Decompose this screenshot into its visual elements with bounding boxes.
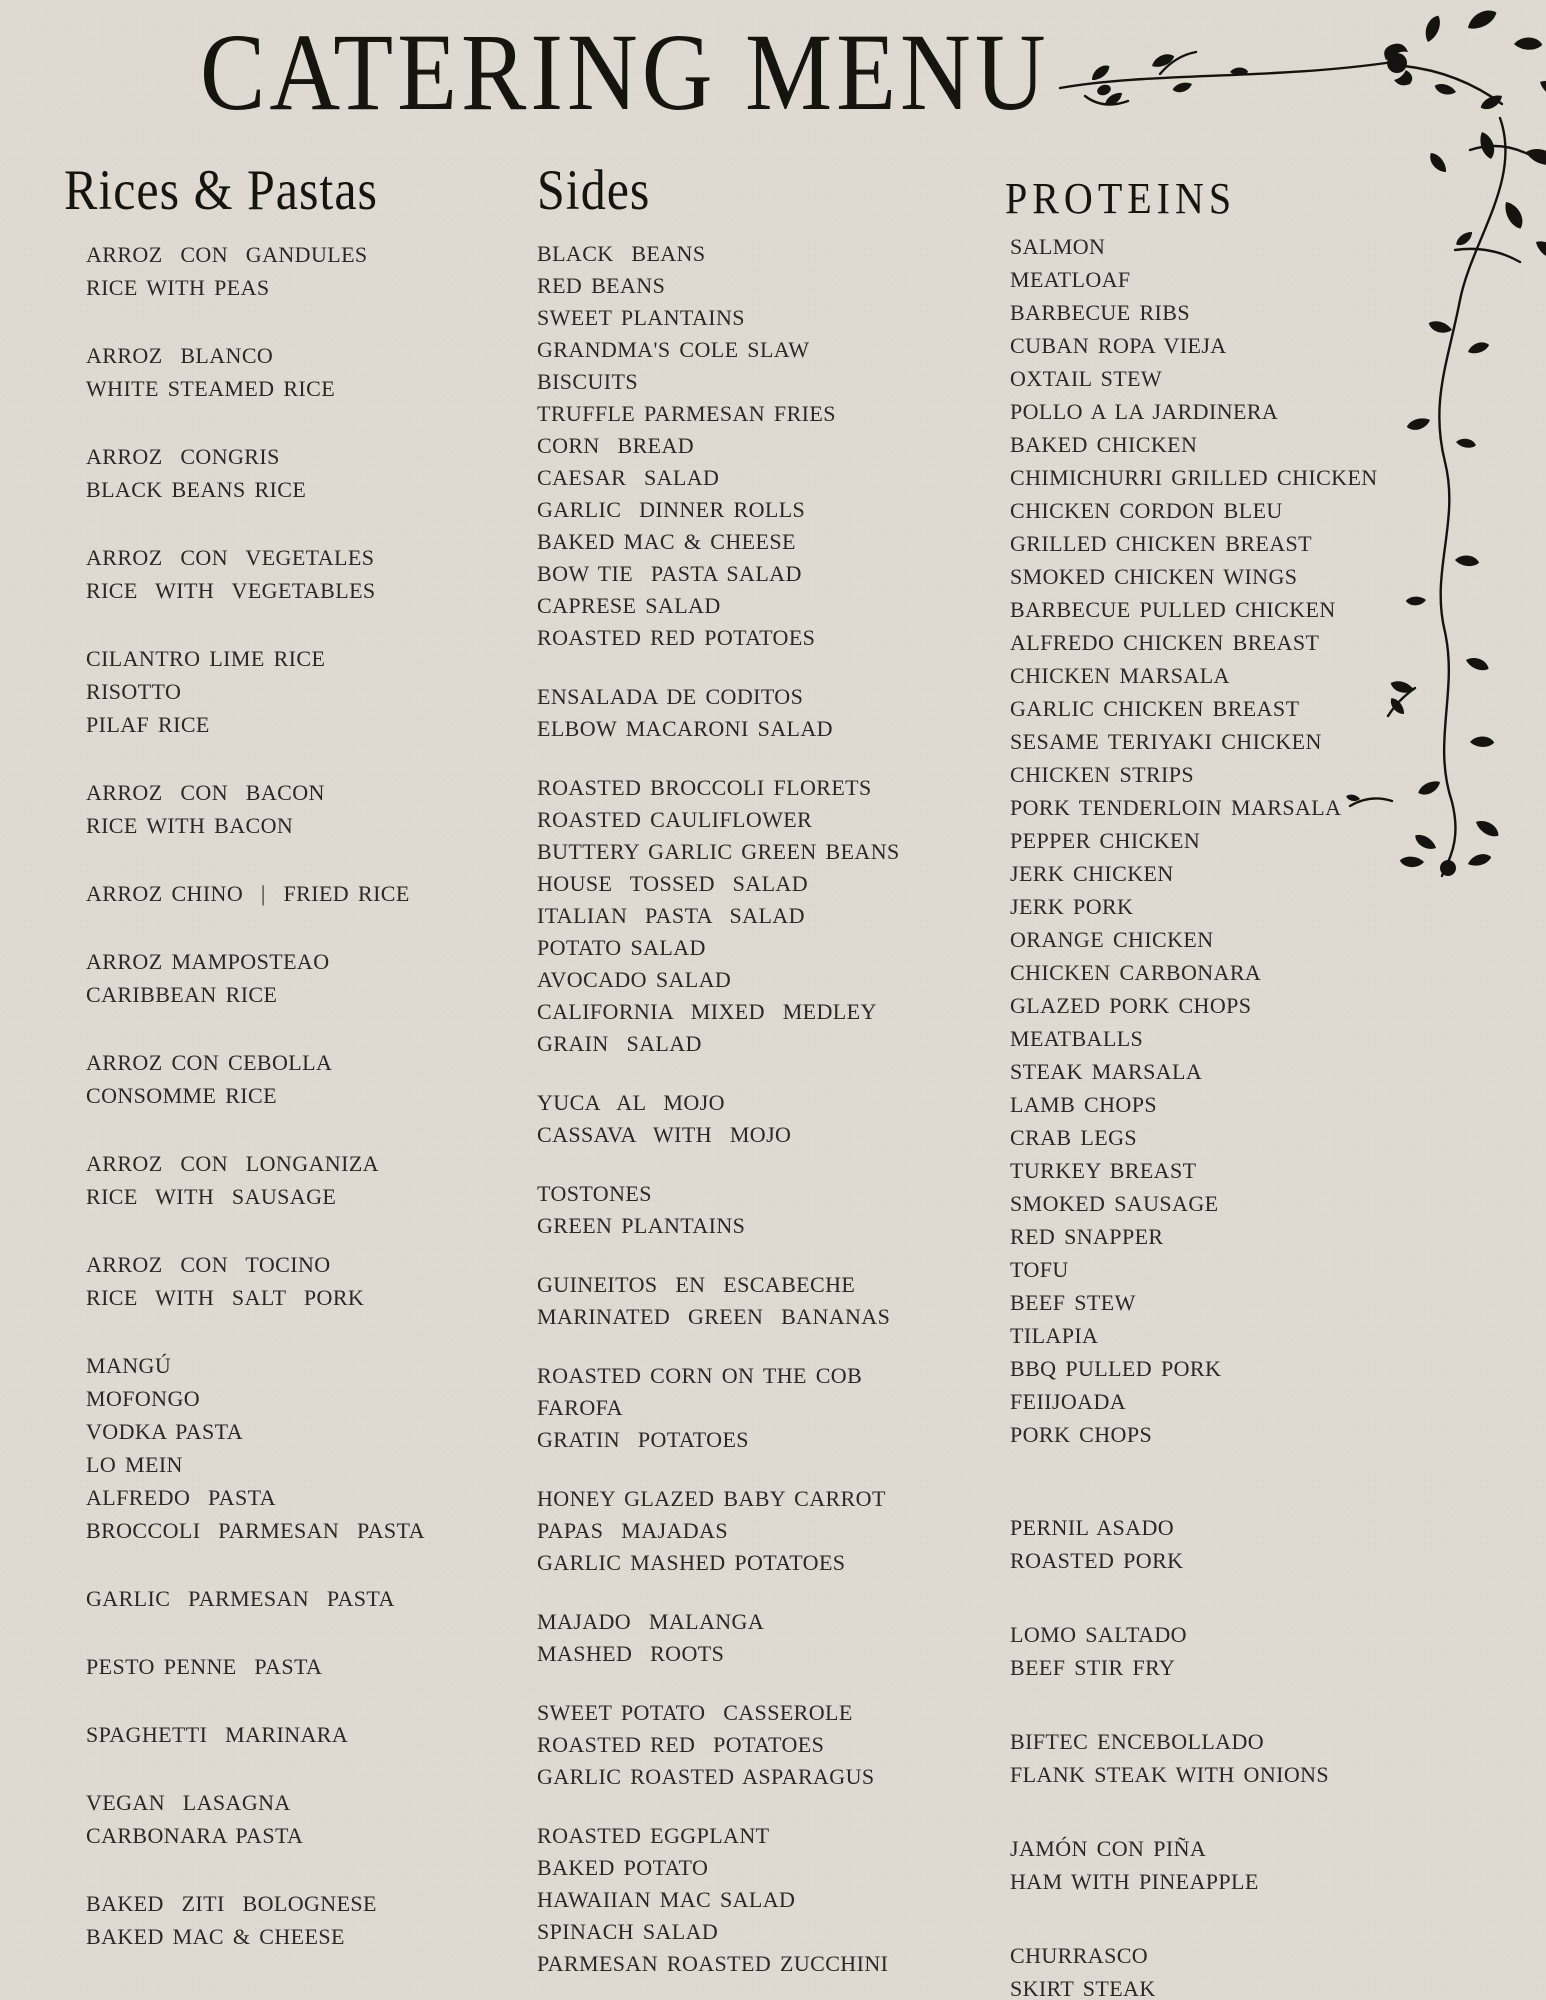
menu-item: BARBECUE PULLED CHICKEN (1010, 597, 1336, 622)
menu-column-sides (537, 157, 977, 1980)
menu-item-list (86, 238, 494, 1953)
menu-column-rices-pastas (64, 157, 494, 1953)
menu-item: BROCCOLI PARMESAN PASTA (86, 1518, 425, 1543)
menu-group (1010, 1725, 1485, 1791)
menu-item: GRAIN SALAD (537, 1031, 702, 1056)
menu-item: OXTAIL STEW (1010, 366, 1163, 391)
menu-group (86, 1718, 494, 1751)
menu-item: CAESAR SALAD (537, 465, 720, 490)
menu-item: RED BEANS (537, 273, 666, 298)
menu-item-list (537, 238, 977, 1980)
menu-item: CUBAN ROPA VIEJA (1010, 333, 1227, 358)
menu-item: ROASTED CAULIFLOWER (537, 807, 813, 832)
menu-group (86, 339, 494, 405)
menu-item: RICE WITH SAUSAGE (86, 1184, 337, 1209)
menu-item: PILAF RICE (86, 712, 210, 737)
menu-group (1010, 1511, 1485, 1577)
menu-item: BARBECUE RIBS (1010, 300, 1190, 325)
menu-item: ORANGE CHICKEN (1010, 927, 1214, 952)
menu-item: MARINATED GREEN BANANAS (537, 1304, 891, 1329)
menu-item: ROASTED EGGPLANT (537, 1823, 770, 1848)
menu-group (86, 1650, 494, 1683)
menu-item: BEEF STEW (1010, 1290, 1136, 1315)
menu-item: ALFREDO CHICKEN BREAST (1010, 630, 1320, 655)
menu-group (86, 1147, 494, 1213)
menu-group (537, 1087, 977, 1151)
menu-item: BAKED ZITI BOLOGNESE (86, 1891, 377, 1916)
menu-group (86, 1046, 494, 1112)
menu-item: AVOCADO SALAD (537, 967, 732, 992)
menu-group (86, 1349, 494, 1547)
menu-group (86, 945, 494, 1011)
menu-item: SMOKED CHICKEN WINGS (1010, 564, 1298, 589)
menu-item: GARLIC ROASTED ASPARAGUS (537, 1764, 875, 1789)
menu-item: ELBOW MACARONI SALAD (537, 716, 833, 741)
menu-item: CORN BREAD (537, 433, 695, 458)
menu-group (1010, 1939, 1485, 2000)
menu-item: TOFU (1010, 1257, 1069, 1282)
menu-item: LOMO SALTADO (1010, 1622, 1187, 1647)
menu-item: STEAK MARSALA (1010, 1059, 1203, 1084)
menu-group (537, 1360, 977, 1456)
menu-item: ROASTED PORK (1010, 1548, 1184, 1573)
menu-group (86, 440, 494, 506)
menu-item: BOW TIE PASTA SALAD (537, 561, 802, 586)
menu-item: VODKA PASTA (86, 1419, 244, 1444)
menu-item: VEGAN LASAGNA (86, 1790, 291, 1815)
menu-item: HONEY GLAZED BABY CARROT (537, 1486, 886, 1511)
menu-item: TRUFFLE PARMESAN FRIES (537, 401, 836, 426)
menu-group (86, 877, 494, 910)
menu-item: ROASTED RED POTATOES (537, 625, 816, 650)
menu-group (537, 1269, 977, 1333)
menu-item: ARROZ CONGRIS (86, 444, 280, 469)
menu-item: GRILLED CHICKEN BREAST (1010, 531, 1313, 556)
menu-item: CAPRESE SALAD (537, 593, 721, 618)
menu-group (86, 238, 494, 304)
menu-item: PERNIL ASADO (1010, 1515, 1175, 1540)
menu-item: GARLIC CHICKEN BREAST (1010, 696, 1300, 721)
menu-item: PAPAS MAJADAS (537, 1518, 728, 1543)
menu-item: MEATLOAF (1010, 267, 1131, 292)
menu-item: GARLIC MASHED POTATOES (537, 1550, 846, 1575)
menu-item: FAROFA (537, 1395, 623, 1420)
column-heading-sides: Sides (537, 157, 651, 222)
menu-item: BAKED MAC & CHEESE (537, 529, 796, 554)
menu-group (86, 776, 494, 842)
menu-item: ENSALADA DE CODITOS (537, 684, 804, 709)
menu-item: SWEET POTATO CASSEROLE (537, 1700, 853, 1725)
menu-item: GARLIC PARMESAN PASTA (86, 1586, 395, 1611)
menu-group (537, 238, 977, 654)
menu-item: CRAB LEGS (1010, 1125, 1138, 1150)
menu-item: CARBONARA PASTA (86, 1823, 304, 1848)
menu-item: BUTTERY GARLIC GREEN BEANS (537, 839, 900, 864)
menu-group (1010, 1618, 1485, 1684)
menu-item: ARROZ CON BACON (86, 780, 325, 805)
menu-item: CILANTRO LIME RICE (86, 646, 326, 671)
menu-item: CHICKEN STRIPS (1010, 762, 1195, 787)
menu-item: ARROZ CON CEBOLLA (86, 1050, 333, 1075)
menu-item: BIFTEC ENCEBOLLADO (1010, 1729, 1265, 1754)
menu-group (537, 1697, 977, 1793)
column-heading-proteins: PROTEINS (1005, 173, 1237, 223)
menu-item: SPAGHETTI MARINARA (86, 1722, 349, 1747)
menu-item: ITALIAN PASTA SALAD (537, 903, 805, 928)
menu-item: MAJADO MALANGA (537, 1609, 765, 1634)
column-heading-rices-pastas: Rices & Pastas (64, 157, 378, 222)
menu-item: SESAME TERIYAKI CHICKEN (1010, 729, 1322, 754)
menu-item: JAMÓN CON PIÑA (1010, 1836, 1207, 1861)
menu-item: ROASTED BROCCOLI FLORETS (537, 775, 872, 800)
menu-item-list (1010, 230, 1485, 2000)
menu-item: MOFONGO (86, 1386, 201, 1411)
menu-item: SALMON (1010, 234, 1106, 259)
menu-item: TILAPIA (1010, 1323, 1099, 1348)
menu-group (86, 1887, 494, 1953)
menu-item: SWEET PLANTAINS (537, 305, 745, 330)
menu-item: RICE WITH VEGETABLES (86, 578, 376, 603)
menu-item: SKIRT STEAK (1010, 1976, 1156, 2000)
menu-item: GRATIN POTATOES (537, 1427, 749, 1452)
menu-item: PORK CHOPS (1010, 1422, 1153, 1447)
menu-item: ARROZ BLANCO (86, 343, 274, 368)
menu-group (537, 1820, 977, 1980)
menu-item: ROASTED CORN ON THE COB (537, 1363, 863, 1388)
menu-item: POTATO SALAD (537, 935, 706, 960)
menu-group (1010, 1832, 1485, 1898)
menu-item: GRANDMA'S COLE SLAW (537, 337, 810, 362)
menu-item: RICE WITH PEAS (86, 275, 270, 300)
menu-item: CASSAVA WITH MOJO (537, 1122, 792, 1147)
menu-item: ARROZ CON TOCINO (86, 1252, 331, 1277)
menu-item: RICE WITH SALT PORK (86, 1285, 365, 1310)
menu-item: MEATBALLS (1010, 1026, 1144, 1051)
menu-item: MANGÚ (86, 1353, 172, 1378)
menu-item: ARROZ CON GANDULES (86, 242, 368, 267)
menu-item: BLACK BEANS (537, 241, 706, 266)
menu-item: BISCUITS (537, 369, 638, 394)
page-title: CATERING MENU (200, 12, 1050, 134)
menu-group (537, 681, 977, 745)
menu-group (1010, 230, 1485, 1451)
menu-item: PEPPER CHICKEN (1010, 828, 1201, 853)
menu-item: CHURRASCO (1010, 1943, 1149, 1968)
menu-item: RICE WITH BACON (86, 813, 294, 838)
menu-item: JERK PORK (1010, 894, 1134, 919)
menu-item: PESTO PENNE PASTA (86, 1654, 323, 1679)
menu-item: CARIBBEAN RICE (86, 982, 278, 1007)
menu-item: CONSOMME RICE (86, 1083, 277, 1108)
menu-group (537, 1178, 977, 1242)
menu-item: WHITE STEAMED RICE (86, 376, 336, 401)
menu-item: BEEF STIR FRY (1010, 1655, 1176, 1680)
menu-item: BAKED POTATO (537, 1855, 709, 1880)
menu-item: GREEN PLANTAINS (537, 1213, 746, 1238)
menu-group (86, 642, 494, 741)
menu-item: SPINACH SALAD (537, 1919, 719, 1944)
menu-group (86, 1786, 494, 1852)
menu-item: YUCA AL MOJO (537, 1090, 725, 1115)
menu-item: ARROZ CON VEGETALES (86, 545, 375, 570)
menu-item: ARROZ MAMPOSTEAO (86, 949, 330, 974)
menu-item: PORK TENDERLOIN MARSALA (1010, 795, 1342, 820)
menu-item: BAKED CHICKEN (1010, 432, 1198, 457)
menu-item: ALFREDO PASTA (86, 1485, 276, 1510)
menu-item: POLLO A LA JARDINERA (1010, 399, 1279, 424)
menu-item: CHICKEN CARBONARA (1010, 960, 1262, 985)
menu-item: GLAZED PORK CHOPS (1010, 993, 1252, 1018)
menu-item: HAM WITH PINEAPPLE (1010, 1869, 1259, 1894)
menu-group (86, 541, 494, 607)
menu-item: CHIMICHURRI GRILLED CHICKEN (1010, 465, 1378, 490)
menu-item: CHICKEN CORDON BLEU (1010, 498, 1283, 523)
menu-item: ARROZ CHINO | FRIED RICE (86, 881, 410, 906)
menu-group (537, 1606, 977, 1670)
menu-item: MASHED ROOTS (537, 1641, 725, 1666)
menu-column-proteins (1005, 171, 1485, 2000)
menu-item: HAWAIIAN MAC SALAD (537, 1887, 796, 1912)
menu-group (86, 1582, 494, 1615)
menu-group (537, 1483, 977, 1579)
menu-item: RISOTTO (86, 679, 182, 704)
menu-item: TOSTONES (537, 1181, 652, 1206)
menu-item: SMOKED SAUSAGE (1010, 1191, 1219, 1216)
menu-item: TURKEY BREAST (1010, 1158, 1197, 1183)
menu-item: BLACK BEANS RICE (86, 477, 307, 502)
menu-item: HOUSE TOSSED SALAD (537, 871, 809, 896)
menu-item: PARMESAN ROASTED ZUCCHINI (537, 1951, 889, 1976)
menu-item: LO MEIN (86, 1452, 183, 1477)
menu-item: CALIFORNIA MIXED MEDLEY (537, 999, 877, 1024)
menu-item: FEIIJOADA (1010, 1389, 1127, 1414)
menu-group (537, 772, 977, 1060)
menu-item: RED SNAPPER (1010, 1224, 1164, 1249)
menu-group (86, 1248, 494, 1314)
menu-item: ARROZ CON LONGANIZA (86, 1151, 379, 1176)
menu-item: BAKED MAC & CHEESE (86, 1924, 345, 1949)
menu-item: GARLIC DINNER ROLLS (537, 497, 806, 522)
menu-item: BBQ PULLED PORK (1010, 1356, 1222, 1381)
menu-item: ROASTED RED POTATOES (537, 1732, 825, 1757)
menu-item: GUINEITOS EN ESCABECHE (537, 1272, 856, 1297)
menu-item: JERK CHICKEN (1010, 861, 1174, 886)
menu-item: LAMB CHOPS (1010, 1092, 1157, 1117)
menu-item: CHICKEN MARSALA (1010, 663, 1230, 688)
menu-item: FLANK STEAK WITH ONIONS (1010, 1762, 1330, 1787)
